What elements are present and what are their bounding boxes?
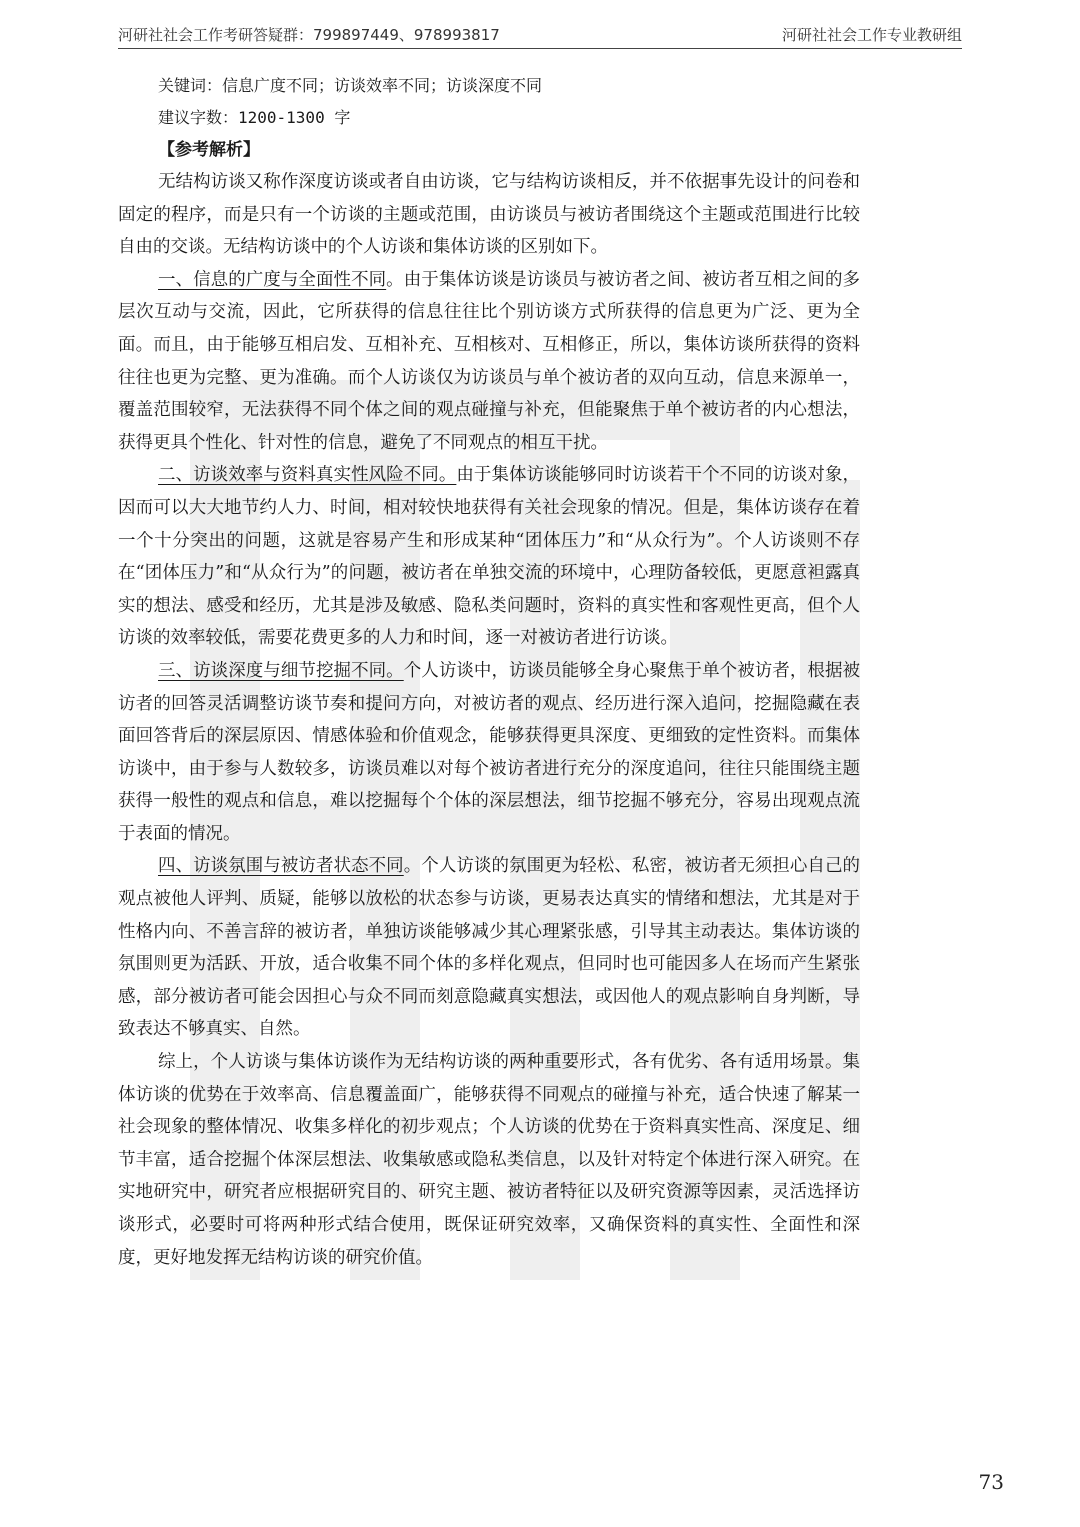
point-heading: 三、访谈深度与细节挖掘不同。: [158, 660, 404, 681]
paragraph-point-4: [118, 850, 860, 1046]
paragraph-conclusion: [118, 1046, 860, 1274]
header-left-text: 河研社社会工作考研答疑群：799897449、978993817: [118, 26, 500, 44]
page-header: [118, 22, 962, 49]
paragraph-point-3: [118, 655, 860, 851]
paragraph-text: 。由于集体访谈是访谈员与被访者之间、被访者互相之间的多层次互动与交流，因此，它所获得的信息往往比个别访谈方式所获得的信息更为广泛、更为全面。而且，由于能够互相启发、互相补充、互相核对、互相修正，所以，集体访谈所获得的资料往往也更为完整、更为准确。而个人访谈仅为访谈员与单个被访者的双向互动，信息来源单一，覆盖范围较窄，无法获得不同个体之间的观点碰撞与补充，但能聚焦于单个被访者的内心想法，获得更具个性化、针对性的信息，避免了不同观点的相互干扰。: [118, 269, 861, 453]
paragraph-text: 综上，个人访谈与集体访谈作为无结构访谈的两种重要形式，各有优劣、各有适用场景。集体访谈的优势在于效率高、信息覆盖面广，能够获得不同观点的碰撞与补充，适合快速了解某一社会现象的整体情况、收集多样化的初步观点；个人访谈的优势在于资料真实性高、深度足、细节丰富，适合挖掘个体深层想法、收集敏感或隐私类信息，以及针对特定个体进行深入研究。在实地研究中，研究者应根据研究目的、研究主题、被访者特征以及研究资源等因素，灵活选择访谈形式，必要时可将两种形式结合使用，既保证研究效率，又确保资料的真实性、全面性和深度，更好地发挥无结构访谈的研究价值。: [118, 1052, 860, 1268]
document-body: [118, 70, 860, 1274]
paragraph-point-2: [118, 459, 860, 655]
section-title: 【参考解析】: [158, 140, 260, 160]
word-count-line: 建议字数：1200-1300 字: [158, 108, 351, 127]
paragraph-text: 由于集体访谈能够同时访谈若干个不同的访谈对象，因而可以大大地节约人力、时间，相对较快地获得有关社会现象的情况。但是，集体访谈存在着一个十分突出的问题，这就是容易产生和形成某种“团体压力”和“从众行为”。个人访谈则不存在“团体压力”和“从众行为”的问题，被访者在单独交流的环境中，心理防备较低，更愿意袒露真实的想法、感受和经历，尤其是涉及敏感、隐私类问题时，资料的真实性和客观性更高，但个人访谈的效率较低，需要花费更多的人力和时间，逐一对被访者进行访谈。: [118, 465, 861, 649]
paragraph-text: 无结构访谈又称作深度访谈或者自由访谈，它与结构访谈相反，并不依据事先设计的问卷和固定的程序，而是只有一个访谈的主题或范围，由访谈员与被访者围绕这个主题或范围进行比较自由的交谈。无结构访谈中的个人访谈和集体访谈的区别如下。: [118, 172, 860, 258]
paragraph-point-1: [118, 264, 860, 460]
paragraph-text: 个人访谈中，访谈员能够全身心聚焦于单个被访者，根据被访者的回答灵活调整访谈节奏和提问方向，对被访者的观点、经历进行深入追问，挖掘隐藏在表面回答背后的深层原因、情感体验和价值观念，能够获得更具深度、更细致的定性资料。而集体访谈中，由于参与人数较多，访谈员难以对每个被访者进行充分的深度追问，往往只能围绕主题获得一般性的观点和信息，难以挖掘每个个体的深层想法，细节挖掘不够充分，容易出现观点流于表面的情况。: [118, 660, 860, 844]
paragraph-text: 。个人访谈的氛围更为轻松、私密，被访者无须担心自己的观点被他人评判、质疑，能够以放松的状态参与访谈，更易表达真实的情绪和想法，尤其是对于性格内向、不善言辞的被访者，单独访谈能够减少其心理紧张感，引导其主动表达。集体访谈的氛围则更为活跃、开放，适合收集不同个体的多样化观点，但同时也可能因多人在场而产生紧张感，部分被访者可能会因担心与众不同而刻意隐藏真实想法，或因他人的观点影响自身判断，导致表达不够真实、自然。: [118, 856, 860, 1040]
keywords-line: 关键词：信息广度不同；访谈效率不同；访谈深度不同: [158, 76, 543, 95]
paragraph-intro: [118, 166, 860, 264]
point-heading: 二、访谈效率与资料真实性风险不同。: [158, 465, 457, 486]
page-number: 73: [978, 1470, 1004, 1494]
point-heading: 四、访谈氛围与被访者状态不同: [158, 856, 404, 877]
point-heading: 一、信息的广度与全面性不同: [158, 269, 387, 290]
header-right-text: 河研社社会工作专业教研组: [781, 26, 962, 44]
